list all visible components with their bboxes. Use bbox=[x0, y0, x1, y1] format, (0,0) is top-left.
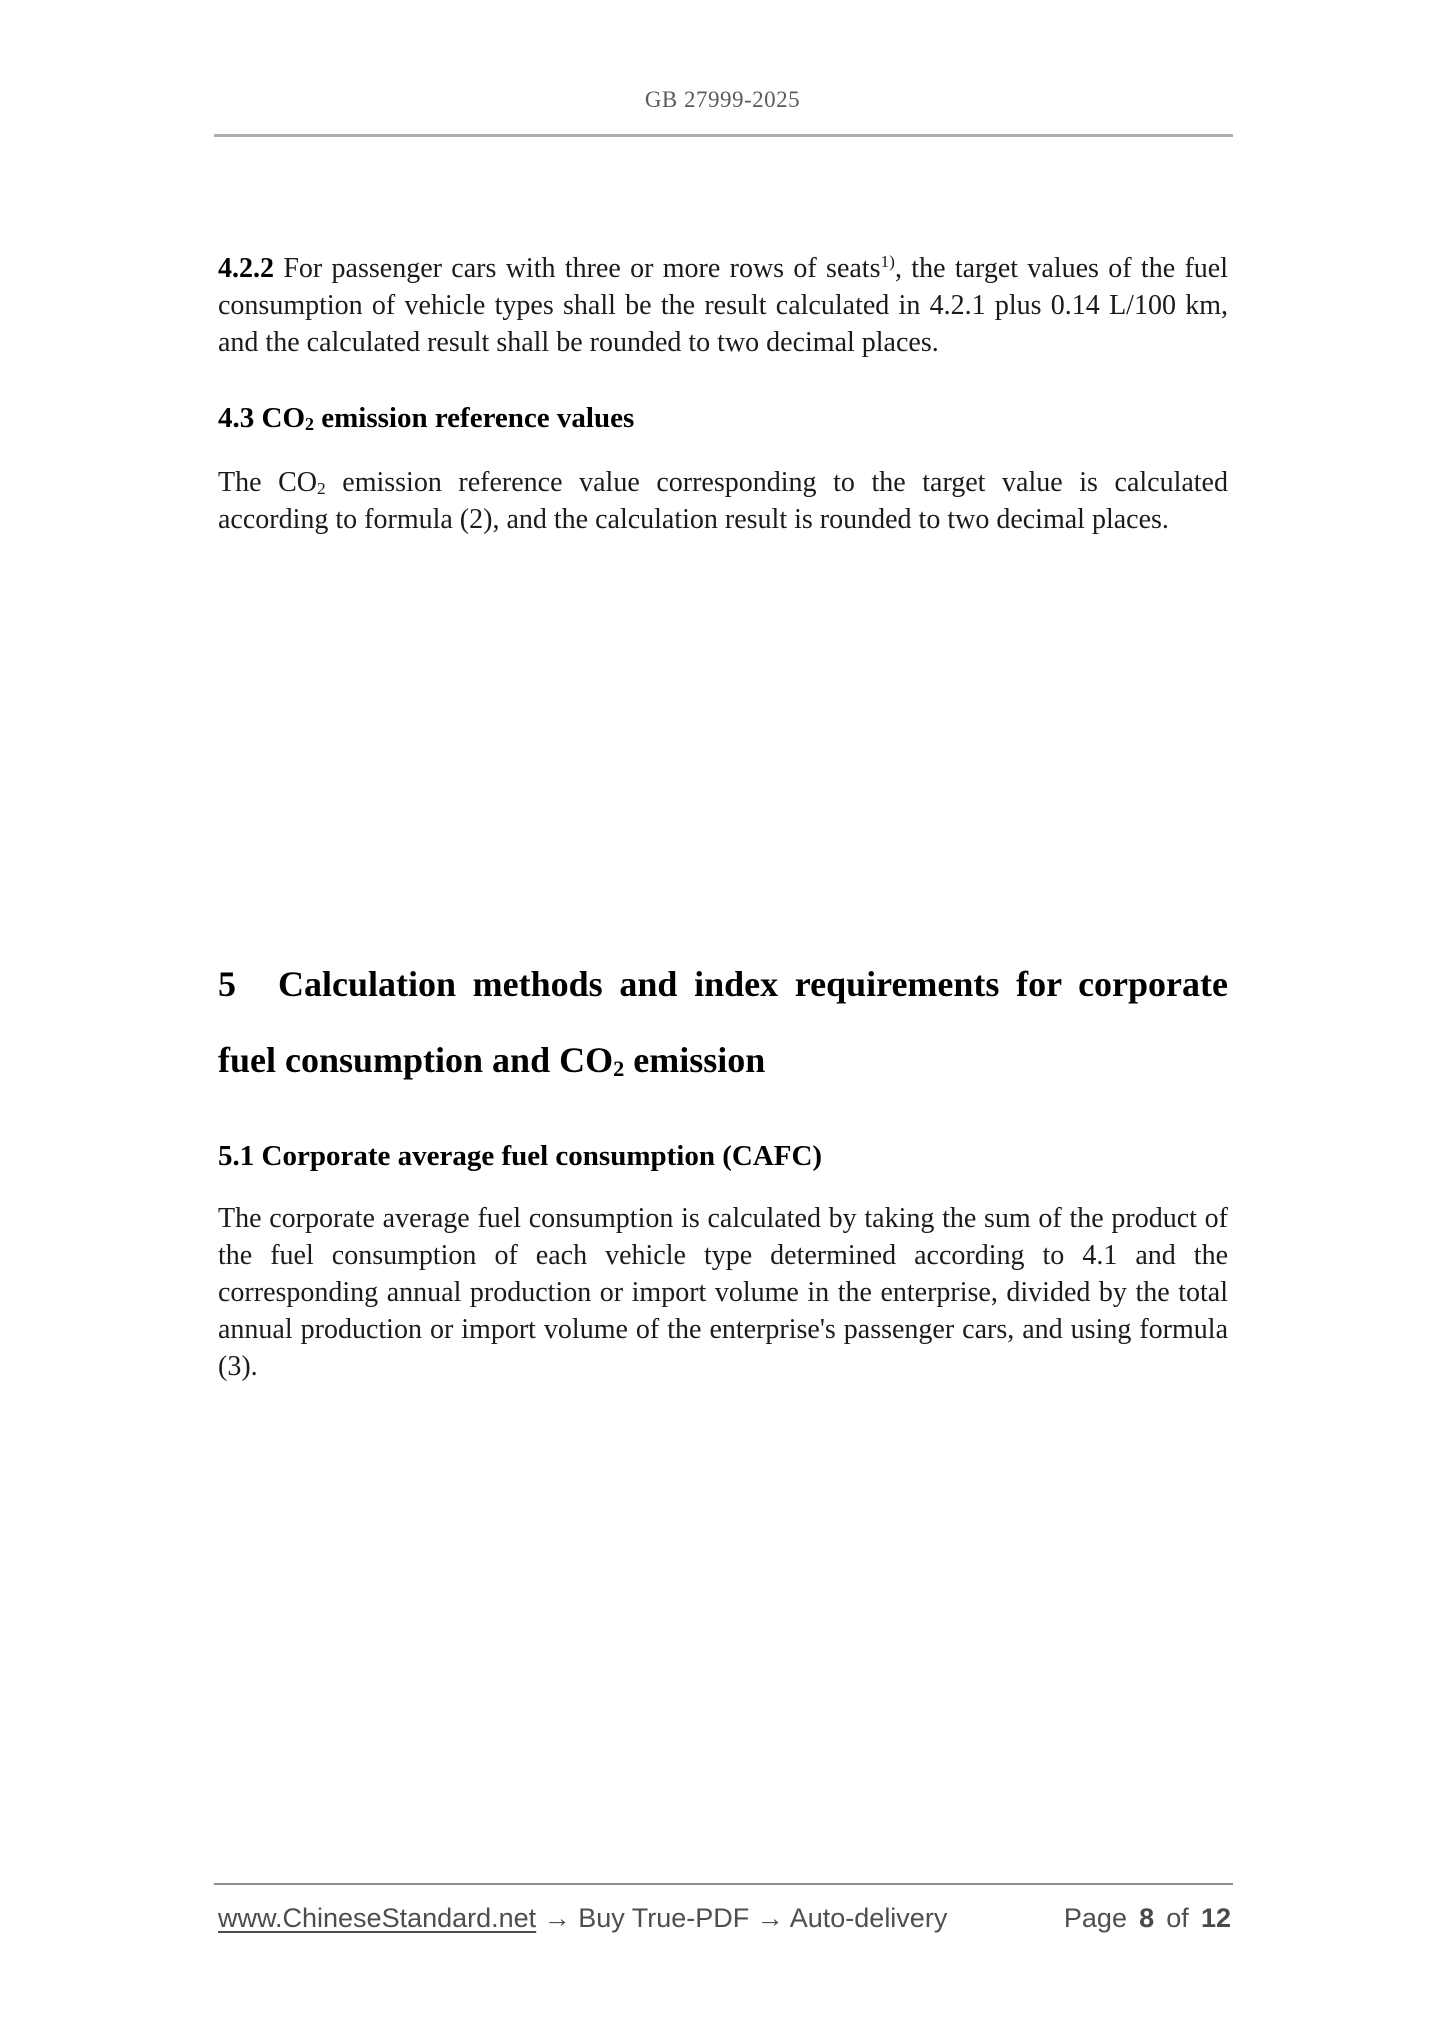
footnote-reference: 1) bbox=[880, 252, 895, 272]
page-header-doc-number: GB 27999-2025 bbox=[644, 87, 801, 112]
heading-4-3 bbox=[218, 398, 1228, 438]
co2-subscript: 2 bbox=[613, 1056, 625, 1082]
page-current: 8 bbox=[1139, 1903, 1155, 1933]
page-indicator bbox=[1064, 1902, 1231, 1934]
heading-5-line1 bbox=[218, 946, 1228, 1022]
chapter-number: 5 bbox=[218, 964, 236, 1004]
heading-5-1: 5.1 Corporate average fuel consumption (CAFC) bbox=[218, 1140, 823, 1172]
clause-text-before-footnote: For passenger cars with three or more rows of seats bbox=[274, 253, 881, 284]
site-link[interactable]: www.ChineseStandard.net bbox=[218, 1903, 537, 1933]
page-total: 12 bbox=[1200, 1903, 1231, 1933]
heading-5-line2 bbox=[218, 1022, 1228, 1098]
heading-5-line2-text-after: emission bbox=[624, 1040, 766, 1080]
heading-5-line1-text: Calculation methods and index requirements for corporate bbox=[278, 964, 1228, 1004]
clause-4-2-2-paragraph bbox=[218, 250, 1228, 361]
footer-rule bbox=[214, 1883, 1233, 1885]
heading-5-line2-text: fuel consumption and CO bbox=[218, 1040, 614, 1080]
paragraph-4-3-text-after: emission reference value corresponding to the target value is calculated according to formula (2), and the calculation result is rounded to two decimal places. bbox=[218, 467, 1228, 535]
paragraph-5-1: The corporate average fuel consumption is calculated by taking the sum of the product of the fuel consumption of each vehicle type determined according to 4.1 and the corresponding annual production or import volume in the enterprise, divided by the total annual production or import volume of the enterprise's passenger cars, and using formula (3). bbox=[218, 1203, 1228, 1382]
of-label: of bbox=[1166, 1903, 1189, 1933]
clause-text-after-footnote: , the target values of the fuel consumption of vehicle types shall be the result calculated in 4.2.1 plus 0.14 L/100 km, and the calculated result shall be rounded to two decimal places. bbox=[218, 253, 1228, 358]
page-content bbox=[218, 0, 1228, 1385]
page-footer bbox=[218, 1902, 1231, 1934]
clause-number: 4.2.2 bbox=[218, 253, 274, 284]
heading-5 bbox=[218, 946, 1228, 1098]
footer-promo bbox=[218, 1902, 947, 1934]
heading-4-3-text-after: emission reference values bbox=[313, 402, 635, 434]
heading-4-3-text: 4.3 CO bbox=[218, 402, 305, 434]
page-label: Page bbox=[1063, 1903, 1127, 1933]
footer-promo-text: → Buy True-PDF → Auto-delivery bbox=[536, 1903, 948, 1933]
paragraph-4-3 bbox=[218, 464, 1228, 538]
paragraph-4-3-text: The CO bbox=[218, 467, 318, 498]
co2-subscript: 2 bbox=[317, 479, 326, 499]
co2-subscript: 2 bbox=[305, 414, 314, 435]
